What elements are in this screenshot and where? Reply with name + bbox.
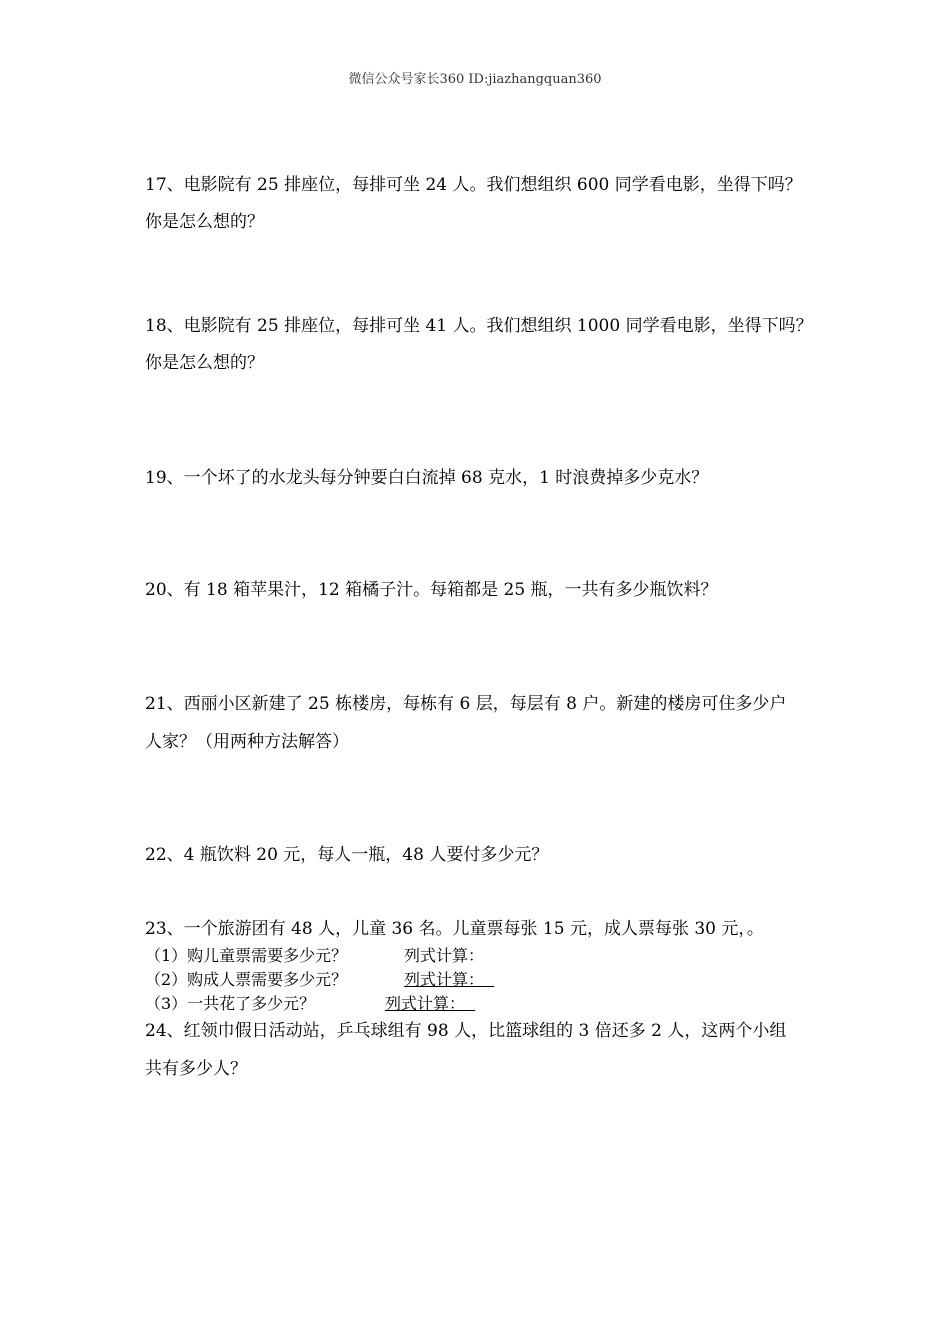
question-23-sub-2-answer-text: 列式计算：: [404, 970, 485, 989]
question-23-line-1: 23、一个旅游团有 48 人，儿童 36 名。儿童票每张 15 元，成人票每张 30 元，。: [145, 919, 764, 939]
question-22-line-1: 22、4 瓶饮料 20 元，每人一瓶，48 人要付多少元？: [145, 845, 549, 865]
question-21-line-2: 人家？（用两种方法解答）: [145, 732, 349, 752]
question-21-line-1: 21、西丽小区新建了 25 栋楼房，每栋有 6 层，每层有 8 户。新建的楼房可住多少户: [145, 694, 787, 714]
question-18-line-2: 你是怎么想的？: [145, 353, 264, 373]
question-24-line-1: 24、红领巾假日活动站，乒乓球组有 98 人，比篮球组的 3 倍还多 2 人，这两个小组: [145, 1021, 787, 1041]
question-23-sub-2-text: （2）购成人票需要多少元？: [145, 970, 348, 989]
question-18-line-1: 18、电影院有 25 排座位，每排可坐 41 人。我们想组织 1000 同学看电影，坐得下吗？: [145, 316, 813, 336]
question-23-sub-2-answer-label: [404, 970, 494, 990]
question-20-line-1: 20、有 18 箱苹果汁，12 箱橘子汁。每箱都是 25 瓶，一共有多少瓶饮料？: [145, 580, 718, 600]
question-17-line-1: 17、电影院有 25 排座位，每排可坐 24 人。我们想组织 600 同学看电影，坐得下吗？: [145, 175, 802, 195]
question-23-sub-3-answer-label: [385, 994, 475, 1014]
page-header-watermark: 微信公众号家长360 ID:jiazhangquan360: [348, 72, 602, 87]
question-24-line-2: 共有多少人？: [145, 1059, 247, 1079]
question-19-line-1: 19、一个坏了的水龙头每分钟要白白流掉 68 克水，1 时浪费掉多少克水？: [145, 468, 709, 488]
question-17-line-2: 你是怎么想的？: [145, 212, 264, 232]
question-23-sub-1-answer-label: 列式计算：: [404, 946, 485, 965]
question-23-sub-1-text: （1）购儿童票需要多少元？: [145, 946, 348, 965]
question-23-sub-3-answer-text: 列式计算：: [385, 994, 466, 1013]
question-23-sub-3-text: （3）一共花了多少元？: [145, 994, 316, 1013]
